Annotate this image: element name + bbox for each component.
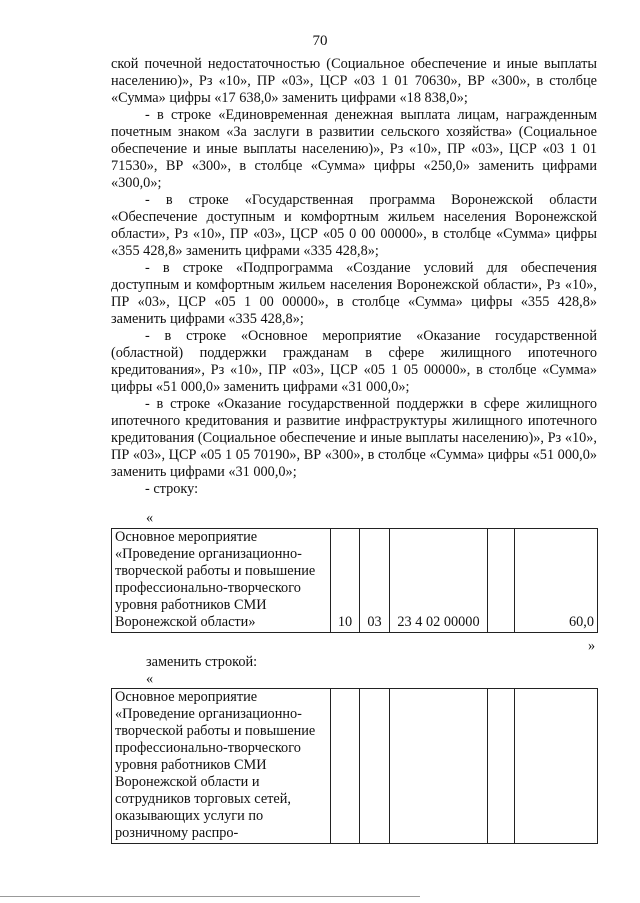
- quote-close-1: »: [588, 638, 596, 654]
- row-name-cell: Основное мероприятие «Проведение организационно-творческой работы и повышение профессионально-творческого уровня работников СМИ Воронежской области и сотрудников торговых сетей, оказывающих услуги по розничному распро-: [112, 689, 331, 844]
- pr-cell: [360, 689, 390, 844]
- csr-cell: 23 4 02 00000: [390, 529, 488, 633]
- paragraph: - в строке «Основное мероприятие «Оказание государственной (областной) поддержки гражданам в сфере жилищного ипотечного кредитования», Рз «10», ПР «03», ЦСР «05 1 05 00000», в столбце «Сумма» цифры «51 000,0» заменить цифрами «31 000,0»;: [111, 328, 597, 395]
- csr-cell: [390, 689, 488, 844]
- paragraph: ской почечной недостаточностью (Социальное обеспечение и иные выплаты населению)», Рз «10», ПР «03», ЦСР «03 1 01 70630», ВР «300», в столбце «Сумма» цифры «17 638,0» заменить цифрами «18 838,0»;: [111, 56, 597, 106]
- quote-open-1: «: [146, 510, 154, 526]
- sum-cell: [515, 689, 598, 844]
- paragraph: - в строке «Государственная программа Воронежской области «Обеспечение доступным и комфортным жильем населения Воронежской области», Рз «10», ПР «03», ЦСР «05 0 00 00000», в столбце «Сумма» цифры «355 428,8» заменить цифрами «335 428,8»;: [111, 192, 597, 259]
- rz-cell: 10: [331, 529, 360, 633]
- paragraph: - в строке «Подпрограмма «Создание условий для обеспечения доступным и комфортным жильем населения Воронежской области», Рз «10», ПР «03», ЦСР «05 1 00 00000», в столбце «Сумма» цифры «355 428,8» заменить цифрами «335 428,8»;: [111, 260, 597, 327]
- sum-cell: 60,0: [515, 529, 598, 633]
- pr-cell: 03: [360, 529, 390, 633]
- row-name-cell: Основное мероприятие «Проведение организационно-творческой работы и повышение профессионально-творческого уровня работников СМИ Воронежской области»: [112, 529, 331, 633]
- old-row-table: [111, 528, 598, 633]
- amendment-text: [111, 56, 597, 498]
- paragraph: - в строке «Единовременная денежная выплата лицам, награжденным почетным знаком «За заслуги в развитии сельского хозяйства» (Социальное обеспечение и иные выплаты населению)», Рз «10», ПР «03», ЦСР «03 1 01 71530», ВР «300», в столбце «Сумма» цифры «250,0» заменить цифрами «300,0»;: [111, 107, 597, 191]
- table-row: [112, 529, 598, 633]
- paragraph: - в строке «Оказание государственной поддержки в сфере жилищного ипотечного кредитования и развитие инфраструктуры жилищного ипотечного кредитования (Социальное обеспечение и иные выплаты населению)», Рз «10», ПР «03», ЦСР «05 1 05 70190», ВР «300», в столбце «Сумма» цифры «51 000,0» заменить цифрами «31 000,0»;: [111, 396, 597, 480]
- replace-label: заменить строкой:: [146, 654, 258, 670]
- rz-cell: [331, 689, 360, 844]
- table-row: [112, 689, 598, 844]
- page-bottom-divider: [0, 896, 420, 897]
- vr-cell: [488, 689, 515, 844]
- vr-cell: [488, 529, 515, 633]
- page-number: 70: [312, 33, 328, 49]
- quote-open-2: «: [146, 671, 154, 687]
- new-row-table: [111, 688, 598, 844]
- paragraph: - строку:: [145, 481, 199, 497]
